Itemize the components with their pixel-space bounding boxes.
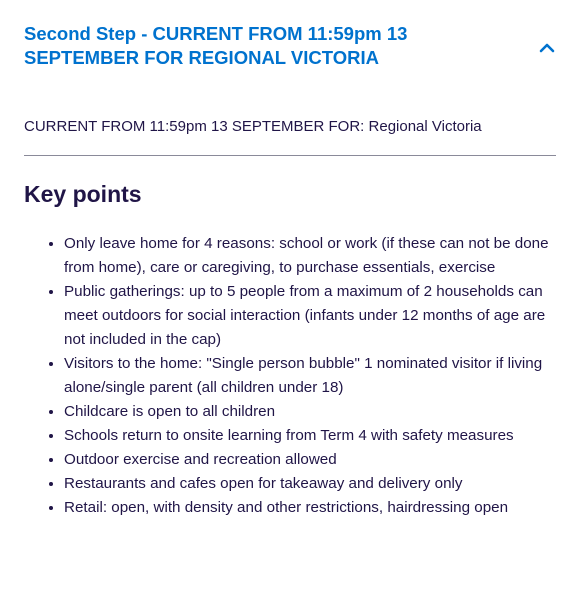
key-point-item: • Only leave home for 4 reasons: school or work (if these can not be done from home), care or caregiving, to purchase essentials, exercise (64, 232, 556, 280)
current-from-line: CURRENT FROM 11:59pm 13 SEPTEMBER FOR: Regional Victoria (24, 118, 482, 135)
key-point-item: • Public gatherings: up to 5 people from a maximum of 2 households can meet outdoors for social interaction (infants under 12 months of age are not included in the cap) (64, 280, 556, 352)
key-points-list (24, 232, 556, 520)
accordion-title[interactable]: Second Step - CURRENT FROM 11:59pm 13 SEPTEMBER FOR REGIONAL VICTORIA (24, 23, 408, 68)
key-point-item: • Visitors to the home: "Single person bubble" 1 nominated visitor if living alone/single parent (all children under 18) (64, 352, 556, 400)
key-point-item: • Outdoor exercise and recreation allowed (64, 448, 556, 472)
divider (24, 155, 556, 156)
chevron-up-icon[interactable] (537, 22, 557, 63)
accordion-header[interactable] (24, 22, 557, 70)
key-points-heading: Key points (24, 181, 142, 207)
key-point-item: • Restaurants and cafes open for takeaway and delivery only (64, 472, 556, 496)
key-point-item: • Schools return to onsite learning from Term 4 with safety measures (64, 424, 556, 448)
key-point-item: • Childcare is open to all children (64, 400, 556, 424)
chevron-up-icon-svg (537, 38, 557, 58)
key-point-item: • Retail: open, with density and other restrictions, hairdressing open (64, 496, 556, 520)
